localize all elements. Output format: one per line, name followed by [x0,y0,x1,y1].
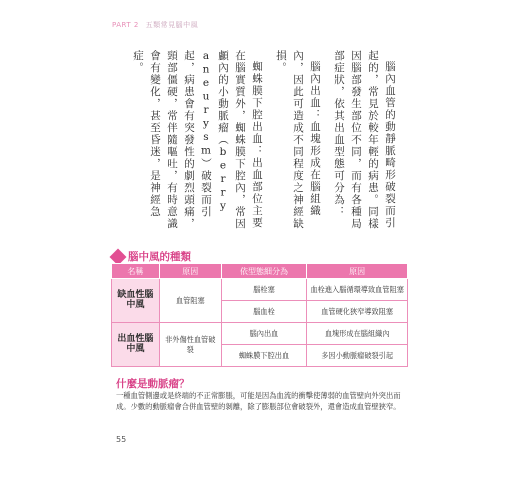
table-row [112,279,408,301]
section-title: 腦中風的種類 [128,251,191,263]
body-paragraph: 腦內血管的動靜脈畸形破裂而引起的，常見於較年輕的病患。同樣因腦部發生部位不同，而有各種局部症狀，依其出血型態可分為： [333,50,396,230]
category-cell: 缺血性腦中風 [112,279,160,323]
stroke-types-table [111,263,408,367]
question-body: 一種血管側邊或是終端的不正常膨脹，可能是因為血流的衝擊使薄弱的血管壁向外突出而成。少數的動脈瘤會合併血管壁的剝離，除了膨脹部位會破裂外，還會造成血管壁狹窄。 [116,391,401,411]
header-reason: 原因 [307,264,408,279]
running-header [112,20,198,30]
question-title: 什麼是動脈瘤？ [116,378,190,390]
cause-cell: 血管阻塞 [159,279,221,323]
reason-cell: 血塊形成在腦組織內 [307,323,408,345]
reason-cell: 血管硬化狹窄導致阻塞 [307,301,408,323]
cause-cell: 非外傷性血管破裂 [159,323,221,367]
header-cause: 原因 [159,264,221,279]
vertical-body-text [132,50,398,235]
section-heading [112,249,191,264]
category-cell: 出血性腦中風 [112,323,160,367]
body-paragraph: 腦內出血：血塊形成在腦組織內，因此可造成不同程度之神經缺損。 [275,50,321,230]
header-name: 名稱 [112,264,160,279]
header-title: 五類常見腦中風 [145,21,199,29]
reason-cell: 多因小動脈瘤破裂引起 [307,345,408,367]
page-number: 55 [116,435,127,444]
header-part: PART 2 [112,21,139,29]
table-header-row [112,264,408,279]
subtype-cell: 腦栓塞 [221,279,307,301]
reason-cell: 血栓進入腦循環導致血管阻塞 [307,279,408,301]
body-paragraph: 蜘蛛膜下腔出血：出血部位主要在腦實質外，蜘蛛膜下腔內，常因顱內的小動脈瘤（berry aneurysm）破裂而引起，病患會有突發性的劇烈頭痛，頸部僵硬，常伴隨嘔吐，有時意識會有變化，甚至昏迷，是神經急症。 [132,50,263,230]
subtype-cell: 蜘蛛膜下腔出血 [221,345,307,367]
subtype-cell: 腦內出血 [221,323,307,345]
subtype-cell: 腦血栓 [221,301,307,323]
table-row [112,323,408,345]
header-subtype: 依型態細分為 [221,264,307,279]
